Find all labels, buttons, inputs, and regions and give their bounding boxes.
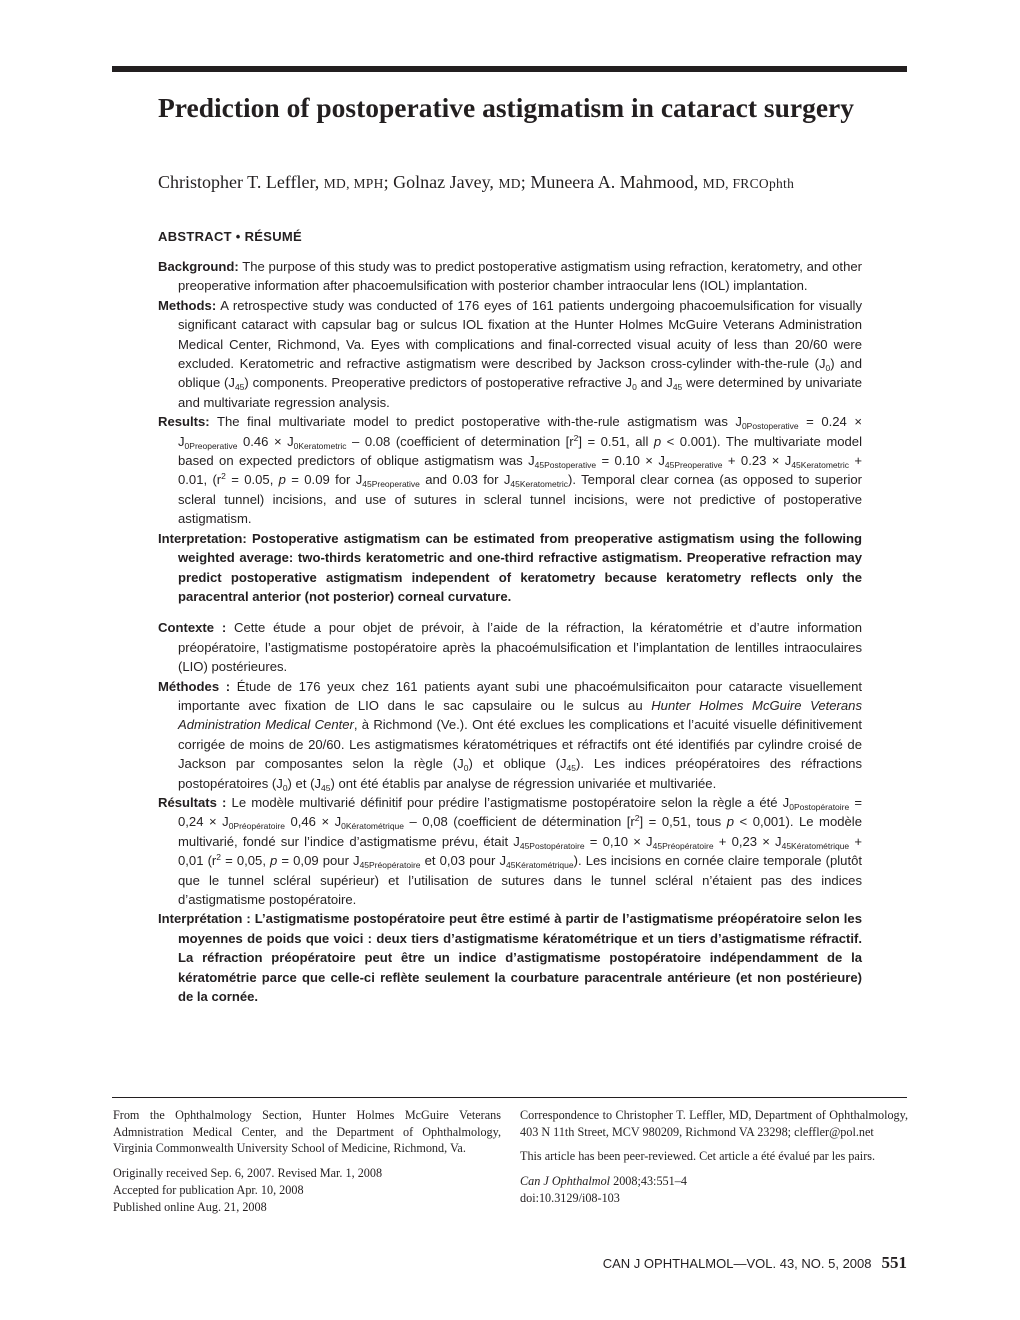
section-text: ) et oblique (J [468, 756, 567, 772]
page-number: 551 [881, 1253, 907, 1272]
superscript: 2 [221, 471, 226, 482]
author-name: Christopher T. Leffler, [158, 172, 320, 192]
top-rule [112, 66, 907, 72]
subscript: 45 [672, 382, 683, 393]
doi: doi:10.3129/i08-103 [520, 1190, 620, 1205]
affiliation-note: From the Ophthalmology Section, Hunter Holmes McGuire Veterans Admnistration Medical Center, and the Department of Ophthalmology, Virginia Commonwealth University School of Medicine, Richmond, Va. [113, 1108, 501, 1156]
superscript: 2 [634, 813, 640, 824]
article-title: Prediction of postoperative astigmatism in cataract surgery [158, 92, 855, 123]
abstract-interpretation [158, 529, 862, 607]
subscript: 45 [321, 782, 331, 793]
section-text: ] = 0,51, tous [639, 814, 727, 830]
subscript: 45Préopératoire [359, 860, 421, 871]
section-text: = 0,09 pour J [277, 853, 360, 869]
author-list [158, 170, 898, 196]
section-text: and J [636, 375, 673, 391]
section-text: et 0,03 pour J [420, 853, 507, 869]
citation [520, 1173, 908, 1190]
section-text: 0,46 × J [284, 814, 342, 830]
section-text: ). Temporal clear cornea (as opposed to superior scleral tunnel) incisions, and use of sutures in scleral tunnel incisions, were not predictive of postoperative astigmatism. [178, 472, 863, 527]
p-symbol: p [278, 472, 286, 488]
section-text: Le modèle multivarié définitif pour prédire l’astigmatisme postopératoire selon la règle a été J [231, 794, 790, 810]
section-text: , à Richmond (Ve.). Ont été exclues les complications et l’acuité visuelle définitivement corrigée de moins de 20/60. Les astigmatismes kératométriques et réfractifs ont été identifiés par cylindre croisé de Jackson par composantes selon la règle (J [178, 717, 862, 772]
subscript: 45Keratometric [791, 460, 849, 471]
section-text: The final multivariate model to predict postoperative with-the-rule astigmatism was J [216, 414, 742, 430]
abstract-background [158, 257, 862, 296]
resume-contexte [158, 618, 862, 676]
section-label: Résultats : [158, 794, 227, 810]
section-text: + 0.01, (r [178, 453, 862, 488]
section-text: – 0.08 (coefficient of determination [r [346, 433, 574, 449]
abstract-heading: ABSTRACT • RÉSUMÉ [158, 229, 302, 244]
section-text: + 0,01 (r [178, 833, 862, 869]
section-text: = 0,24 × J [178, 794, 862, 830]
section-label: Interpretation: [158, 530, 247, 546]
subscript: 45 [234, 382, 245, 393]
section-label: Méthodes : [158, 678, 231, 694]
section-text: A retrospective study was conducted of 176 eyes of 161 patients undergoing phacoemulsification for visually significant cataract with capsular bag or sulcus IOL fixation at the Hunter Holmes McGuire Veterans Administration Medical Center, Richmond, Va. Eyes with complications and final-corrected visual acuity of less than 20/60 were excluded. Keratometric and refractive astigmatism were described by Jackson cross-cylinder with-the-rule (J [178, 297, 862, 372]
published-date: Published online Aug. 21, 2008 [113, 1199, 267, 1214]
subscript: 45Postopératoire [519, 840, 585, 851]
section-text: and 0.03 for J [419, 472, 511, 488]
section-text: ). Les incisions en cornée claire temporale (plutôt que le tunnel scléral supérieur) et l’utilisation de sutures dans le tunnel scléral n’étaient pas des indices d’astigmatisme postopératoire. [178, 853, 863, 907]
journal-issue: CAN J OPHTHALMOL—VOL. 43, NO. 5, 2008 [602, 1256, 872, 1271]
author-credentials: MD, FRCOphth [702, 176, 795, 191]
resume-interpretation [158, 909, 862, 1006]
subscript: 45Keratometric [510, 479, 569, 490]
p-symbol: p [270, 853, 278, 869]
section-text: ) ont été établis par analyse de régression univariée et multivariée. [330, 775, 717, 791]
section-text: < 0,001). Le modèle multivarié, fondé sur l’indice d’astigmatisme prévu, était J [178, 814, 862, 849]
correspondence-note: Correspondence to Christopher T. Leffler, MD, Department of Ophthalmology, 403 N 11th Street, MCV 980209, Richmond VA 23298; cleffler@pol.net [520, 1108, 908, 1139]
abstract-body [158, 257, 862, 1006]
resume-resultats [158, 793, 862, 909]
subscript: 45Preoperative [664, 460, 723, 471]
subscript: 0Postoperative [741, 421, 799, 432]
received-date: Originally received Sep. 6, 2007. Revised Mar. 1, 2008 [113, 1166, 383, 1181]
section-text: ) and oblique (J [178, 356, 862, 391]
section-label: Contexte : [158, 620, 227, 636]
footnote-right-column [520, 1107, 908, 1207]
subscript: 45Kératométrique [781, 840, 850, 851]
section-text: = 0,05, [221, 853, 271, 869]
section-text: ). Les indices préopératoires des réfractions postopératoires (J [178, 756, 862, 791]
subscript: 45Preoperative [362, 479, 420, 490]
section-text: 0.46 × J [237, 433, 294, 449]
section-text: = 0.24 × J [178, 414, 863, 449]
section-text: = 0,10 × J [584, 833, 653, 849]
subscript: 0Préopératoire [228, 821, 285, 832]
author-separator: ; [520, 172, 526, 192]
section-text: Étude de 176 yeux chez 161 patients ayant subi une phacoémulsificaiton pour cataracte visuellement importante avec fixation de LIO dans le sac capsulaire ou le sulcus au [178, 678, 862, 713]
subscript: 45Postoperative [534, 460, 597, 471]
subscript: 0Keratometric [293, 440, 347, 451]
subscript: 0Postopératoire [789, 801, 850, 812]
accepted-date: Accepted for publication Apr. 10, 2008 [113, 1182, 304, 1197]
section-label: Methods: [158, 297, 217, 313]
section-text: ] = 0.51, all [578, 433, 654, 449]
section-text: Postoperative astigmatism can be estimated from preoperative astigmatism using the following weighted average: two-thirds keratometric and one-third refractive astigmatism. Preoperative refraction may predict postoperative astigmatism independent of keratometry because keratometry reflects only the paracentral anterior (not posterior) corneal curvature. [178, 530, 862, 604]
author-credentials: MD, MPH [323, 176, 384, 191]
subscript: 0 [282, 782, 288, 793]
section-text: = 0.09 for J [285, 472, 363, 488]
section-text: + 0.23 × J [722, 453, 792, 469]
subscript: 0Preoperative [184, 440, 238, 451]
section-text: L’astigmatisme postopératoire peut être estimé à partir de l’astigmatisme préopératoire selon les moyennes de poids que voici : deux tiers d’astigmatisme kératométrique et un tiers d’astigmatisme réfractif. La réfraction préopératoire peut être un indice d’astigmatisme postopératoire indépendamment de la kératométrie parce que celle-ci reflète seulement la courbature paracentrale antérieure (et non postérieure) de la cornée. [178, 911, 862, 1005]
section-text: – 0,08 (coefficient de détermination [r [404, 814, 635, 830]
running-footer [603, 1253, 907, 1273]
section-text: = 0.10 × J [596, 453, 665, 469]
section-text: < 0.001). The multivariate model based on expected predictors of oblique astigmatism was J [178, 433, 862, 469]
subscript: 45 [566, 763, 576, 774]
footnote-left-column [113, 1107, 501, 1215]
section-text: The purpose of this study was to predict postoperative astigmatism using refraction, keratometry, and other preoperative information after phacoemulsification with posterior chamber intraocular lens (IOL) implantation. [178, 259, 862, 294]
subscript: 45Kératométrique [506, 860, 574, 871]
subscript: 0 [825, 363, 831, 374]
section-text: Cette étude a pour objet de prévoir, à l’aide de la réfraction, la kératométrie et d’autre information préopératoire, l’astigmatisme postopératoire après la phacoémulsification et l’implantation de lentilles intraoculaires (LIO) postérieures. [178, 620, 863, 675]
abstract-methods [158, 296, 862, 412]
subscript: 0 [632, 382, 637, 393]
author-name: Golnaz Javey, [393, 172, 494, 192]
section-text: = 0.05, [225, 472, 279, 488]
citation-details: 2008;43:551–4 [610, 1174, 687, 1189]
section-label: Results: [158, 414, 210, 430]
author-name: Muneera A. Mahmood, [530, 172, 699, 192]
footnote-rule [112, 1097, 907, 1098]
author-separator: ; [383, 172, 389, 192]
section-label: Background: [158, 259, 239, 274]
superscript: 2 [573, 432, 579, 443]
section-text: were determined by univariate and multivariate regression analysis. [178, 375, 863, 410]
abstract-results [158, 412, 862, 528]
p-symbol: p [726, 814, 735, 830]
section-text: ) et (J [287, 775, 322, 791]
section-text: ) components. Preoperative predictors of postoperative refractive J [244, 375, 633, 391]
section-text: + 0,23 × J [713, 833, 782, 849]
p-symbol: p [653, 433, 662, 449]
superscript: 2 [216, 852, 222, 863]
resume-methodes [158, 677, 862, 793]
peer-review-note: This article has been peer-reviewed. Cet article a été évalué par les pairs. [520, 1149, 876, 1164]
subscript: 0 [463, 763, 469, 774]
citation-journal: Can J Ophthalmol [520, 1174, 611, 1189]
italic-text: Hunter Holmes McGuire Veterans Administration Medical Center [178, 697, 862, 733]
section-label: Interprétation : [158, 911, 251, 927]
subscript: 0Kératométrique [341, 821, 404, 832]
subscript: 45Préopératoire [652, 840, 714, 851]
author-credentials: MD [498, 176, 521, 191]
